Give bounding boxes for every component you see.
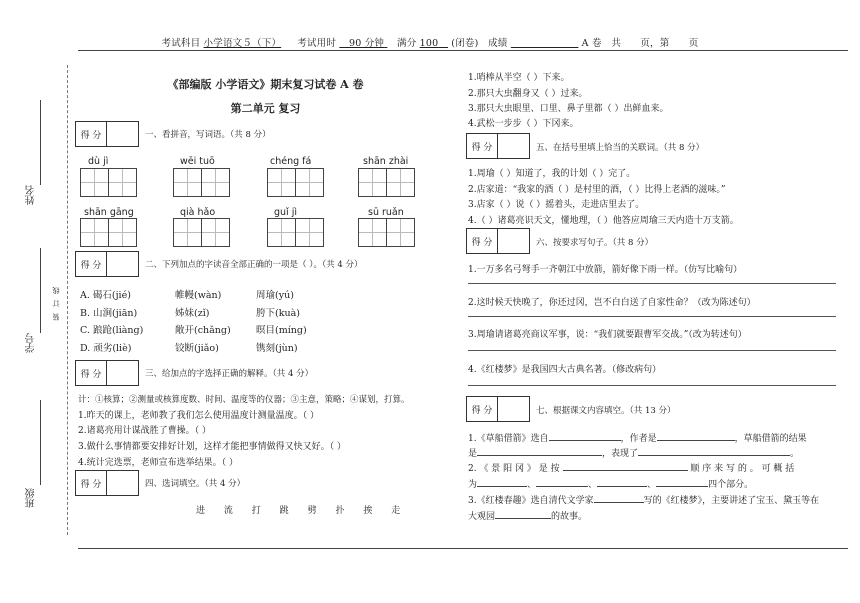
pinyin-7: guǐ jì — [274, 207, 297, 218]
s7-line-2 — [468, 446, 799, 459]
option-c-3: 暝目(míng) — [256, 325, 307, 336]
section-4-heading: 四、选词填空。（共 4 分） — [145, 479, 246, 489]
time-value: 90 分钟 — [348, 38, 385, 49]
word-2: 流 — [223, 506, 233, 516]
seal-label: 装 订 线 — [52, 285, 60, 321]
s7-line-4 — [468, 477, 753, 490]
section-5-heading: 五、在括号里填上恰当的关联词。（共 8 分） — [536, 143, 705, 153]
paper-label: A 卷 — [581, 38, 602, 49]
pages-label: 共 — [611, 38, 622, 49]
time-label: 考试用时 — [297, 38, 337, 49]
s7-text: 写的《红楼梦》，主要讲述了宝玉、黛玉等在 — [643, 496, 820, 506]
write-grid-3[interactable] — [267, 168, 324, 197]
name-line — [40, 100, 41, 185]
s7-text: ，作者是 — [620, 434, 657, 444]
s3-item-2: 2.诸葛亮用计谋战胜了曹操。（ ） — [78, 426, 211, 436]
s7-line-6 — [468, 509, 587, 522]
s3-item-1: 1.昨天的课上，老师教了我们怎么使用温度计测量温度。（ ） — [78, 411, 319, 421]
option-b-2: 姊妹(zǐ) — [175, 308, 210, 319]
s7-line-3 — [468, 461, 794, 474]
write-grid-5[interactable] — [80, 218, 137, 247]
s6-item-2: 2.这时候天快晚了，你还过冈，岂不白白送了自家性命？（改为陈述句） — [468, 298, 756, 308]
score-box-label: 得 分 — [467, 229, 498, 253]
option-a-1: A. 碣石(jié) — [80, 290, 131, 301]
blank[interactable] — [594, 502, 644, 503]
score-box-1 — [75, 121, 139, 147]
s4-item-3: 3.那只大虫眼里、口里、鼻子里都（ ）出鲜血来。 — [468, 104, 669, 114]
page-subtitle: 第二单元 复习 — [230, 102, 301, 115]
answer-line-2[interactable] — [468, 316, 836, 317]
section-2-heading: 二、下列加点的字读音全部正确的一项是（ ）。（共 4 分） — [145, 260, 363, 270]
full-value: 100 — [419, 38, 439, 49]
score-box-5 — [466, 133, 530, 159]
s6-item-3: 3.周瑜请诸葛亮商议军事，说：“我们就要跟曹军交战。”（改为转述句） — [468, 330, 747, 340]
answer-line-4[interactable] — [468, 385, 836, 386]
write-grid-6[interactable] — [173, 218, 230, 247]
blank[interactable] — [549, 440, 621, 441]
s7-text: 2. 《 景 阳 冈 》 是 按 — [468, 464, 560, 474]
word-7: 挨 — [363, 506, 373, 516]
page-unit: 页，第 — [640, 38, 670, 49]
page-unit2: 页 — [688, 38, 699, 49]
s4-item-1: 1.哨棒从半空（ ）下来。 — [468, 73, 570, 83]
definition-list: 计：①核算；②测量或核算度数、时间、温度等的仪器；③主意，策略；④谋划，打算。 — [78, 395, 410, 405]
s3-item-4: 4.统计完选票，老师宣布选举结果。（ ） — [78, 458, 238, 468]
score-box-label: 得 分 — [76, 252, 107, 276]
s7-text: 的故事。 — [551, 512, 588, 522]
blank[interactable] — [638, 455, 790, 456]
s7-text: 、 — [527, 480, 537, 490]
option-c-2: 敞开(chǎng) — [175, 325, 231, 336]
s7-text: 。 — [790, 449, 800, 459]
answer-line-1[interactable] — [468, 283, 836, 284]
header-rule — [78, 50, 848, 51]
option-c-1: C. 踉跄(liàng) — [80, 325, 144, 336]
word-5: 劈 — [307, 506, 317, 516]
s6-item-4: 4.《红楼梦》是我国四大古典名著。（修改病句） — [468, 365, 662, 375]
pinyin-8: sū ruǎn — [368, 207, 404, 218]
word-4: 跳 — [279, 506, 289, 516]
pinyin-4: shān zhài — [363, 156, 409, 167]
s7-text: 是 — [468, 449, 478, 459]
full-label: 满分 — [397, 38, 417, 49]
s7-text: ，草船借箭的结果 — [734, 434, 807, 444]
option-b-1: B. 山涧(jiān) — [80, 308, 138, 319]
pinyin-2: wēi tuō — [180, 156, 215, 167]
s7-text: 顺 序 来 写 的 。 可 概 括 — [690, 464, 795, 474]
class-line — [40, 400, 41, 485]
class-label: 班级 — [26, 488, 37, 508]
s7-text: 1.《草船借箭》选自 — [468, 434, 549, 444]
score-box-label: 得 分 — [467, 397, 498, 421]
s7-text: 为 — [468, 480, 478, 490]
score-box-2 — [75, 251, 139, 277]
score-box-label: 得 分 — [76, 122, 107, 146]
pinyin-6: qià hǎo — [180, 207, 216, 218]
section-1-heading: 一、看拼音，写词语。（共 8 分） — [145, 130, 271, 140]
blank[interactable] — [477, 486, 527, 487]
s7-text: 大观园 — [468, 512, 496, 522]
score-box-label: 得 分 — [76, 471, 107, 495]
page-title: 《部编版 小学语文》期末复习试卷 A 卷 — [167, 78, 364, 91]
option-d-1: D. 顽劣(liè) — [80, 343, 132, 354]
score-box-7 — [466, 396, 530, 422]
s4-item-4: 4.武松一步步（ ）下冈来。 — [468, 119, 579, 129]
s7-text: 、 — [588, 480, 598, 490]
binding-dashed-line — [67, 65, 68, 535]
word-8: 走 — [391, 506, 401, 516]
score-box-label: 得 分 — [76, 361, 107, 385]
blank[interactable] — [597, 486, 647, 487]
s3-item-3: 3.做什么事情都要安排好计划，这样才能把事情做得又快又好。（ ） — [78, 442, 346, 452]
word-6: 扑 — [335, 506, 345, 516]
s5-item-4: 4.（ ）诸葛亮识天文，懂地理，（ ）他答应周瑜三天内造十万支箭。 — [468, 216, 739, 226]
blank[interactable] — [656, 486, 708, 487]
write-grid-7[interactable] — [267, 218, 324, 247]
section-7-heading: 七、根据课文内容填空。（共 13 分） — [536, 406, 676, 416]
s5-item-3: 3.店家（ ）说（ ）摇着头，走进店里去了。 — [468, 200, 645, 210]
pinyin-1: dù jì — [88, 156, 109, 167]
section-3-heading: 三、给加点的字选择正确的解释。（共 4 分） — [145, 369, 314, 379]
s6-item-1: 1.一万多名弓弩手一齐朝江中放箭，箭好像下雨一样。（仿写比喻句） — [468, 265, 743, 275]
s7-text: ，表现了 — [602, 449, 639, 459]
s4-item-2: 2.那只大虫翻身又（ ）过来。 — [468, 89, 588, 99]
id-label: 学号 — [26, 333, 37, 353]
write-grid-8[interactable] — [358, 218, 415, 247]
option-b-3: 胯下(kuà) — [256, 308, 300, 319]
pinyin-3: chéng fá — [270, 156, 312, 167]
option-a-3: 周瑜(yú) — [256, 290, 294, 301]
write-grid-4[interactable] — [358, 168, 415, 197]
s5-item-1: 1.周瑜（ ）知道了，我的计划（ ）完了。 — [468, 169, 636, 179]
blank[interactable] — [495, 518, 551, 519]
write-grid-2[interactable] — [173, 168, 230, 197]
subject-value: 小学语文５（下） — [203, 38, 282, 49]
write-grid-1[interactable] — [80, 168, 137, 197]
option-a-2: 帷幔(wàn) — [175, 290, 222, 301]
pinyin-5: shān gāng — [84, 207, 134, 218]
section-6-heading: 六、按要求写句子。（共 8 分） — [536, 238, 654, 248]
bottom-rule — [78, 548, 848, 549]
blank[interactable] — [563, 470, 688, 471]
blank[interactable] — [657, 440, 735, 441]
answer-line-3[interactable] — [468, 350, 836, 351]
s7-line-5 — [468, 493, 819, 506]
score-box-label: 得 分 — [467, 134, 498, 158]
blank[interactable] — [477, 455, 602, 456]
exam-header — [0, 35, 860, 49]
s7-line-1 — [468, 431, 807, 444]
s5-item-2: 2.店家道：“我家的酒（ ）是村里的酒，（ ）比得上老酒的滋味。” — [468, 185, 726, 195]
s7-text: 、 — [647, 480, 657, 490]
word-1: 进 — [196, 506, 206, 516]
score-box-4 — [75, 470, 139, 496]
score-label: 成绩 — [488, 38, 508, 49]
option-d-3: 镌刻(jùn) — [256, 343, 298, 354]
blank[interactable] — [536, 486, 588, 487]
id-line — [40, 248, 41, 333]
name-label: 姓名 — [26, 185, 37, 205]
subject-label: 考试科目 — [161, 38, 201, 49]
score-box-6 — [466, 228, 530, 254]
s7-text: 3.《红楼春趣》选自清代文学家 — [468, 496, 594, 506]
option-d-2: 铰断(jiǎo) — [175, 343, 219, 354]
score-box-3 — [75, 360, 139, 386]
s7-text: 四个部分。 — [708, 480, 754, 490]
word-3: 打 — [251, 506, 261, 516]
word-bank — [196, 503, 416, 516]
exam-mode: (闭卷) — [451, 38, 479, 49]
